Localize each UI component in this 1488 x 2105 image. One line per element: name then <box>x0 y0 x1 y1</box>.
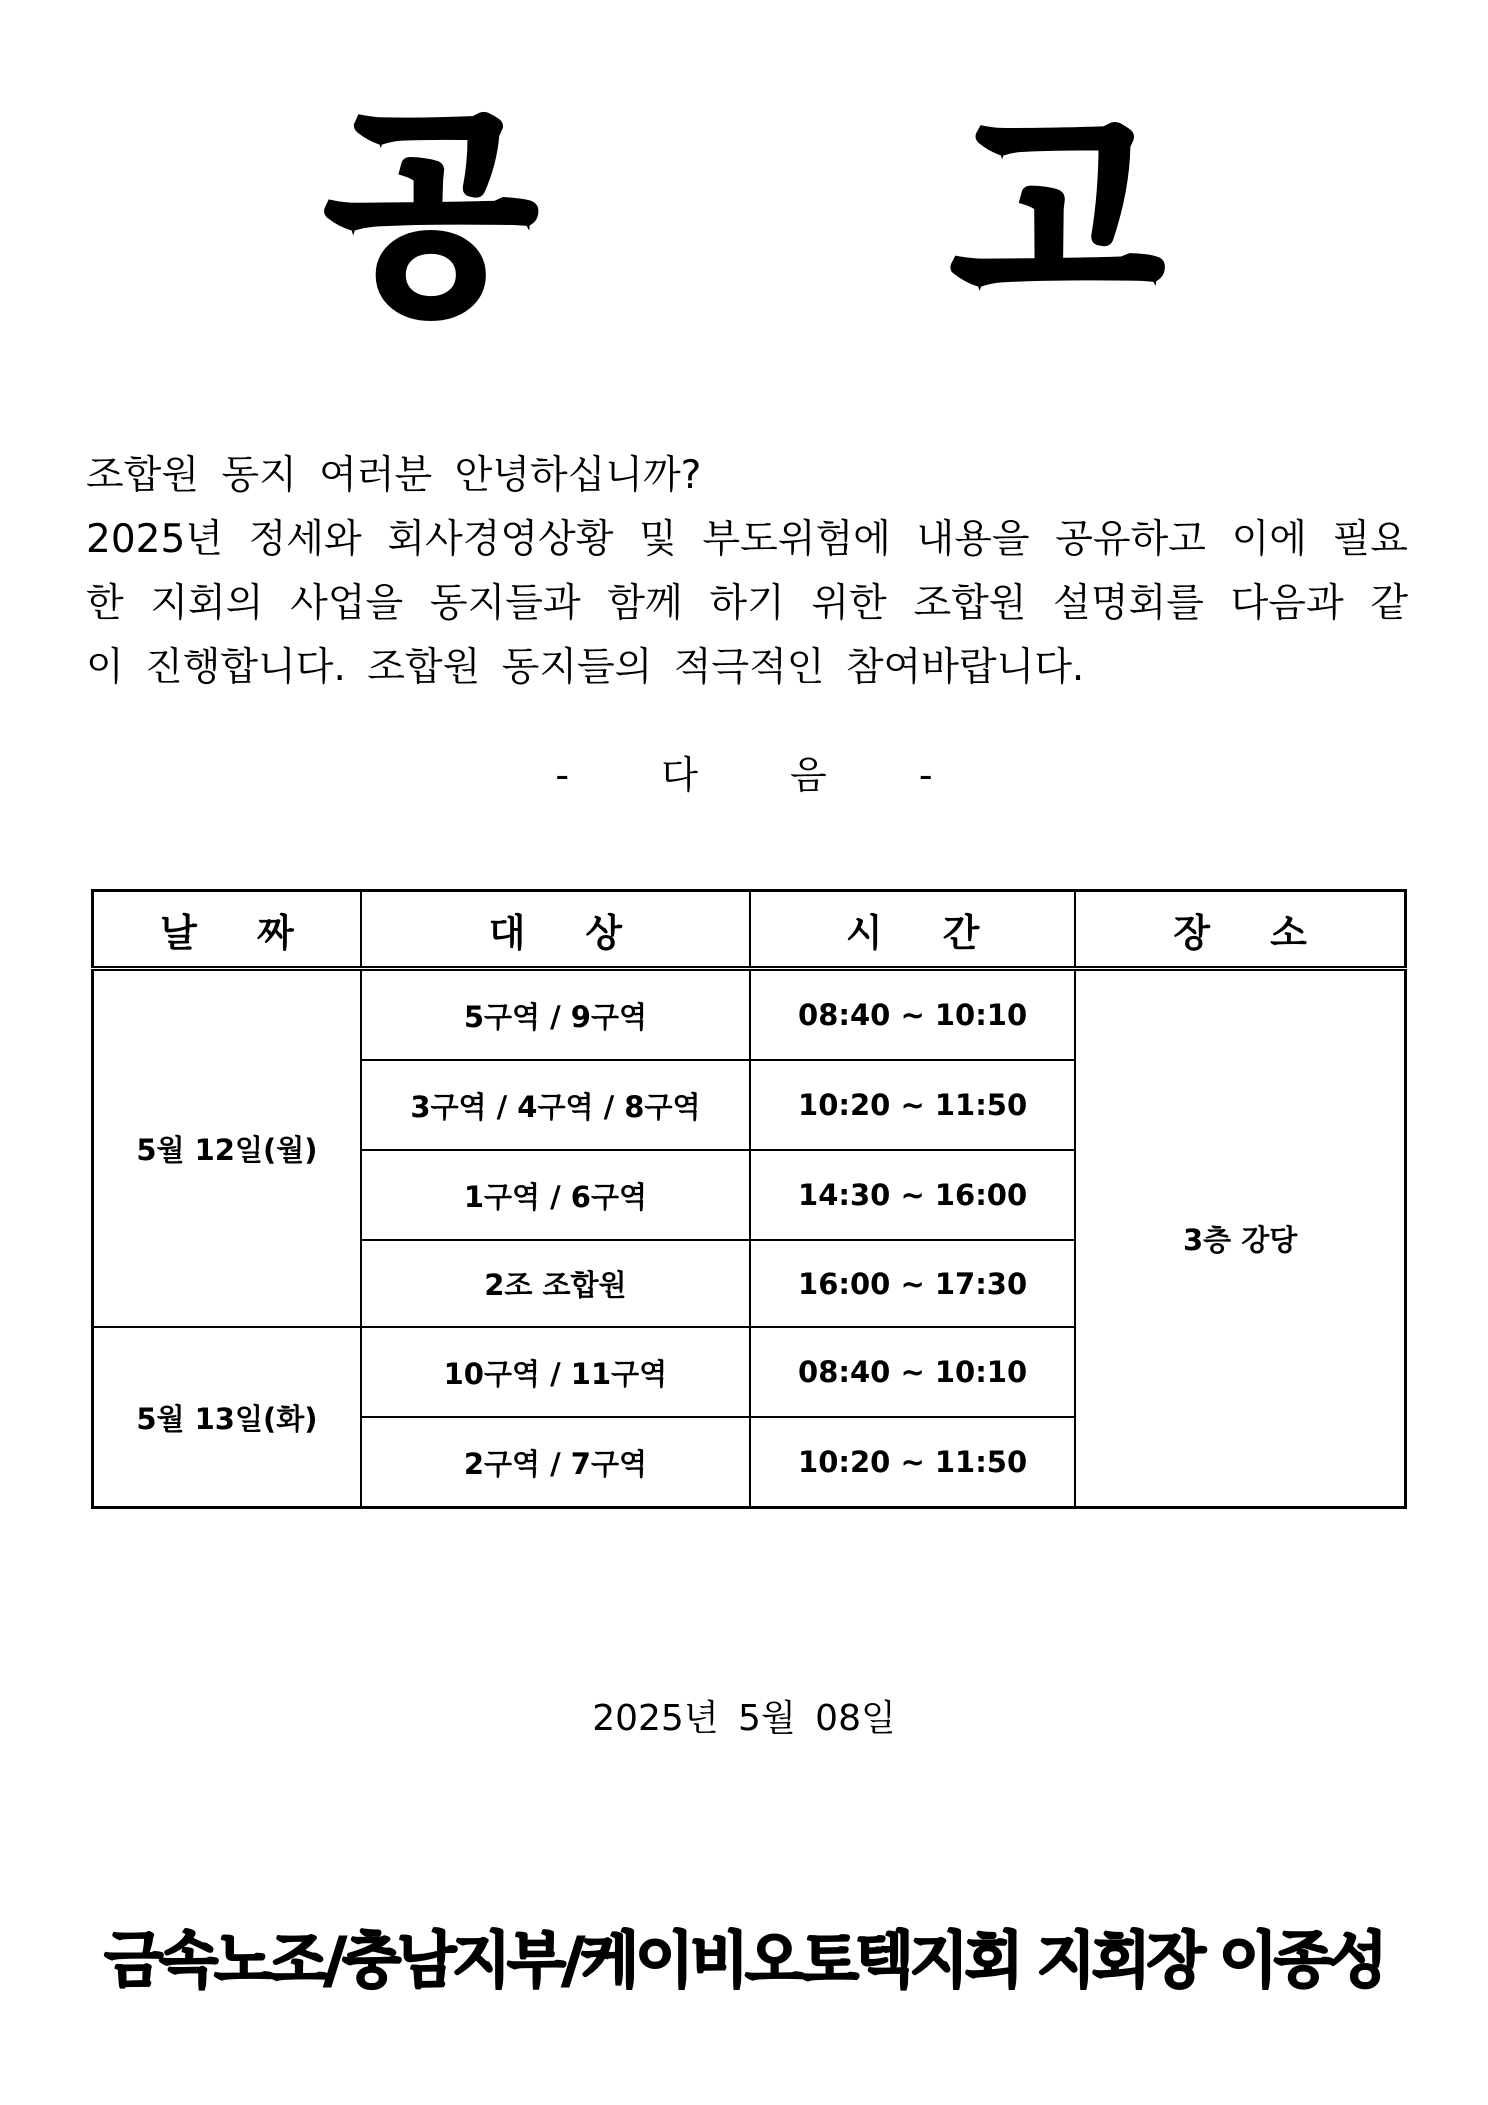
date-cell: 5월 13일(화) <box>93 1327 361 1508</box>
time-cell: 16:00 ~ 17:30 <box>750 1240 1075 1327</box>
time-cell: 10:20 ~ 11:50 <box>750 1417 1075 1508</box>
issue-date: 2025년 5월 08일 <box>592 1698 896 1739</box>
schedule-table <box>91 889 1407 1509</box>
signature: 금속노조/충남지부/케이비오토텍지회 지회장 이종성 <box>104 1925 1384 1996</box>
header-target: 대 상 <box>361 891 750 969</box>
target-cell: 1구역 / 6구역 <box>361 1150 750 1240</box>
header-place: 장 소 <box>1075 891 1405 969</box>
intro-paragraph <box>86 444 1408 700</box>
target-cell: 2조 조합원 <box>361 1240 750 1327</box>
target-cell: 2구역 / 7구역 <box>361 1417 750 1508</box>
header-date: 날 짜 <box>93 891 361 969</box>
heading-char-2: 음 <box>790 753 827 797</box>
target-cell: 3구역 / 4구역 / 8구역 <box>361 1060 750 1150</box>
intro-line-3: 한 지회의 사업을 동지들과 함께 하기 위한 조합원 설명회를 다음과 같 <box>86 581 1408 626</box>
date-cell: 5월 12일(월) <box>93 969 361 1328</box>
table-row <box>93 969 1406 1061</box>
notice-title: 공 고 <box>325 90 1333 343</box>
intro-line-4: 이 진행합니다. 조합원 동지들의 적극적인 참여바랍니다. <box>86 645 1085 690</box>
target-cell: 5구역 / 9구역 <box>361 969 750 1061</box>
place-cell: 3층 강당 <box>1075 969 1405 1508</box>
heading-char-1: 다 <box>661 753 698 797</box>
table-header-row <box>93 891 1406 969</box>
time-cell: 08:40 ~ 10:10 <box>750 1327 1075 1417</box>
following-heading <box>0 753 1488 797</box>
time-cell: 14:30 ~ 16:00 <box>750 1150 1075 1240</box>
header-time: 시 간 <box>750 891 1075 969</box>
heading-dash-right: - <box>918 753 933 797</box>
time-cell: 10:20 ~ 11:50 <box>750 1060 1075 1150</box>
target-cell: 10구역 / 11구역 <box>361 1327 750 1417</box>
heading-dash-left: - <box>555 753 570 797</box>
intro-line-1: 조합원 동지 여러분 안녕하십니까? <box>86 453 702 498</box>
intro-line-2: 2025년 정세와 회사경영상황 및 부도위험에 내용을 공유하고 이에 필요 <box>86 517 1408 562</box>
time-cell: 08:40 ~ 10:10 <box>750 969 1075 1061</box>
